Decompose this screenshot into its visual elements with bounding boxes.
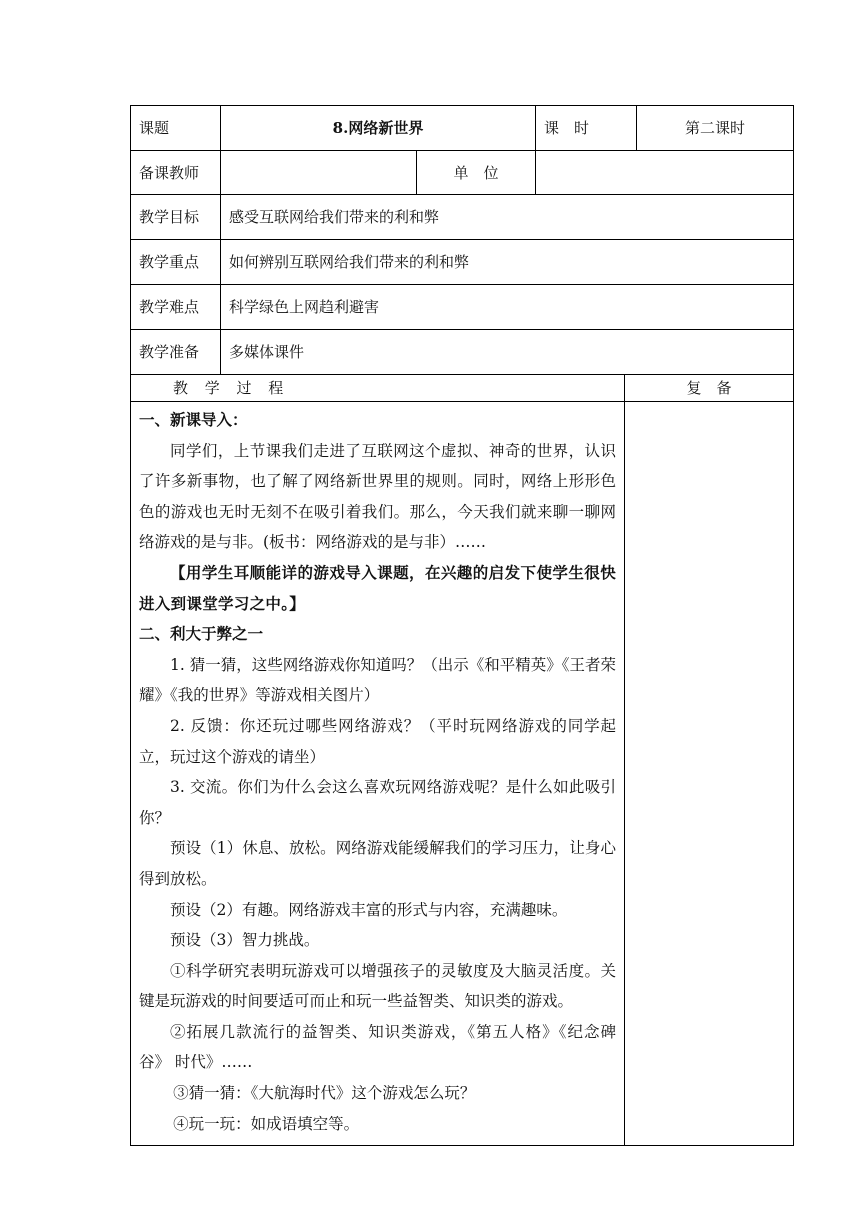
process-paragraph: 同学们，上节课我们走进了互联网这个虚拟、神奇的世界，认识了许多新事物，也了解了网络新世界里的规则。同时，网络上形形色色的游戏也无时无刻不在吸引着我们。那么，今天我们就来聊一聊网络游戏的是与非。(板书：网络游戏的是与非）…… — [139, 441, 617, 552]
process-note: 【用学生耳顺能详的游戏导入课题，在兴趣的启发下使学生很快进入到课堂学习之中。】 — [139, 562, 617, 613]
process-paragraph: 2. 反馈：你还玩过哪些网络游戏？（平时玩网络游戏的同学起立，玩过这个游戏的请坐） — [139, 716, 617, 766]
process-paragraph: 预设（2）有趣。网络游戏丰富的形式与内容，充满趣味。 — [170, 900, 568, 919]
process-paragraph: ③猜一猜：《大航海时代》这个游戏怎么玩？ — [173, 1084, 476, 1103]
key-value: 如何辨别互联网给我们带来的利和弊 — [221, 240, 794, 285]
process-paragraph: ②拓展几款流行的益智类、知识类游戏，《第五人格》《纪念碑谷》 时代》…… — [139, 1022, 617, 1072]
process-paragraph: 预设（1）休息、放松。网络游戏能缓解我们的学习压力，让身心得到放松。 — [139, 839, 617, 888]
topic-value: 8.网络新世界 — [221, 106, 536, 151]
difficulty-value: 科学绿色上网趋利避害 — [221, 285, 794, 330]
section-heading: 二、利大于弊之一 — [139, 624, 264, 644]
prep-row — [131, 330, 794, 375]
process-paragraph: ④玩一玩：如成语填空等。 — [173, 1114, 360, 1133]
teacher-row — [131, 151, 794, 195]
difficulty-label: 教学难点 — [131, 285, 221, 330]
process-paragraph: 1. 猜一猜，这些网络游戏你知道吗？（出示《和平精英》《王者荣耀》《我的世界》等游戏相关图片） — [139, 655, 617, 705]
lesson-plan-table — [130, 105, 794, 1146]
period-value: 第二课时 — [637, 106, 794, 151]
process-header-row — [131, 375, 794, 402]
teacher-label: 备课教师 — [131, 151, 221, 195]
prep-value: 多媒体课件 — [221, 330, 794, 375]
goal-row — [131, 195, 794, 240]
unit-label: 单 位 — [417, 151, 536, 195]
process-paragraph: 预设（3）智力挑战。 — [170, 931, 320, 950]
process-paragraph: 3. 交流。你们为什么会这么喜欢玩网络游戏呢？是什么如此吸引你？ — [139, 778, 617, 827]
section-heading: 一、新课导入： — [139, 410, 248, 429]
prep-label: 教学准备 — [131, 330, 221, 375]
period-label: 课 时 — [536, 106, 637, 151]
process-content-row — [131, 402, 794, 1146]
review-content — [625, 402, 794, 1146]
goal-value: 感受互联网给我们带来的利和弊 — [221, 195, 794, 240]
teacher-value — [221, 151, 417, 195]
process-content — [131, 402, 625, 1146]
key-row — [131, 240, 794, 285]
topic-label: 课题 — [131, 106, 221, 151]
key-label: 教学重点 — [131, 240, 221, 285]
goal-label: 教学目标 — [131, 195, 221, 240]
topic-row — [131, 106, 794, 151]
process-paragraph: ①科学研究表明玩游戏可以增强孩子的灵敏度及大脑灵活度。关键是玩游戏的时间要适可而止和玩一些益智类、知识类的游戏。 — [139, 961, 617, 1011]
unit-value — [536, 151, 794, 195]
process-header: 教 学 过 程 — [131, 375, 625, 402]
difficulty-row — [131, 285, 794, 330]
review-header: 复 备 — [625, 375, 794, 402]
